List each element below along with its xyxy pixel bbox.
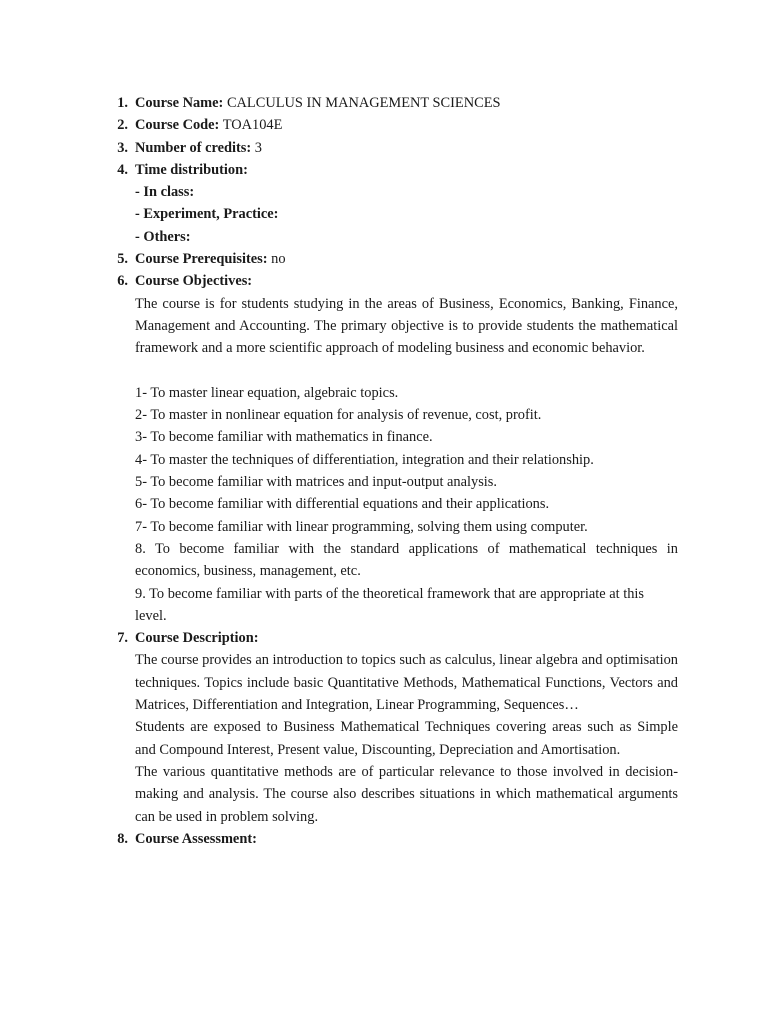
item-number: 8. xyxy=(117,830,128,847)
objective-list-item: 3- To become familiar with mathematics in finance. xyxy=(135,429,433,446)
course-name-item xyxy=(108,92,678,114)
item-number: 4. xyxy=(117,161,128,178)
course-name-label: Course Name: xyxy=(135,95,224,111)
credits-item xyxy=(108,137,678,159)
assessment-item xyxy=(108,828,678,850)
spacer xyxy=(135,360,678,382)
item-number: 1. xyxy=(117,95,128,111)
assessment-label: Course Assessment: xyxy=(135,830,257,847)
description-paragraph: The various quantitative methods are of particular relevance to those involved in decision-making and analysis. The course also describes situations in which mathematical arguments can be used in problem solving. xyxy=(135,763,678,825)
course-name-value: CALCULUS IN MANAGEMENT SCIENCES xyxy=(226,95,501,111)
course-syllabus xyxy=(108,92,678,850)
item-number: 5. xyxy=(117,251,128,268)
objectives-item xyxy=(108,270,678,627)
prerequisites-value: no xyxy=(271,251,286,268)
description-paragraph: The course provides an introduction to topics such as calculus, linear algebra and optimisation techniques. Topics include basic Quantitative Methods, Mathematical Functions, Vectors and Matrices, Differentiation and Integration, Linear Programming, Sequences… xyxy=(135,652,678,714)
time-distribution-item xyxy=(108,159,678,248)
credits-value: 3 xyxy=(254,139,262,156)
prerequisites-label: Course Prerequisites: xyxy=(135,251,268,268)
item-number: 3. xyxy=(117,139,128,156)
prerequisites-item xyxy=(108,248,678,270)
description-paragraph: Students are exposed to Business Mathematical Techniques covering areas such as Simple and Compound Interest, Present value, Discounting, Depreciation and Amortisation. xyxy=(135,719,678,758)
in-class-label: - In class: xyxy=(135,184,195,201)
credits-label: Number of credits: xyxy=(135,139,252,156)
experiment-practice-label: - Experiment, Practice: xyxy=(135,206,279,223)
item-number: 2. xyxy=(117,117,128,134)
description-label: Course Description: xyxy=(135,630,259,647)
time-distribution-label: Time distribution: xyxy=(135,161,248,178)
course-code-item xyxy=(108,114,678,136)
objective-list-item: 2- To master in nonlinear equation for analysis of revenue, cost, profit. xyxy=(135,407,542,424)
item-number: 7. xyxy=(117,630,128,647)
course-code-label: Course Code: xyxy=(135,117,220,134)
description-item xyxy=(108,627,678,828)
objective-list-item: 4- To master the techniques of differentiation, integration and their relationship. xyxy=(135,451,594,468)
course-code-value: TOA104E xyxy=(222,117,283,134)
objective-list-item: 9. To become familiar with parts of the theoretical framework that are appropriate at this level. xyxy=(135,585,644,624)
objective-list-item: 6- To become familiar with differential equations and their applications. xyxy=(135,496,550,513)
objective-list-item: 7- To become familiar with linear programming, solving them using computer. xyxy=(135,518,588,535)
others-label: - Others: xyxy=(135,228,191,245)
objective-list-item: 5- To become familiar with matrices and input-output analysis. xyxy=(135,474,497,491)
objectives-label: Course Objectives: xyxy=(135,273,253,290)
objective-list-item: 8. To become familiar with the standard applications of mathematical techniques in economics, business, management, etc. xyxy=(135,540,678,580)
objectives-intro: The course is for students studying in the areas of Business, Economics, Banking, Finance, Management and Accounting. The primary objective is to provide students the mathematical framework and a more scientific approach of modeling business and economic behavior. xyxy=(135,295,678,357)
item-number: 6. xyxy=(117,273,128,290)
objective-list-item: 1- To master linear equation, algebraic topics. xyxy=(135,384,399,401)
